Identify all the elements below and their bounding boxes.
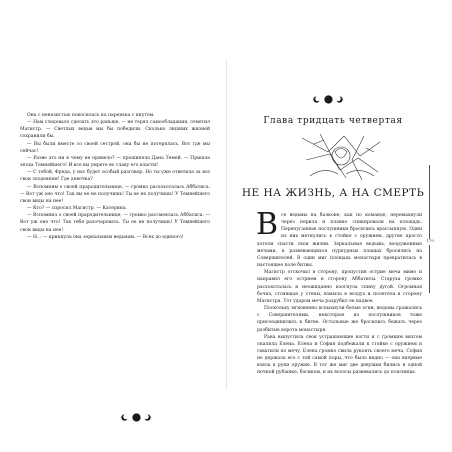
crescent-moons-icon [121, 413, 151, 422]
left-paragraph: — Вспомним о своей прародительнице, — громко расхохоталась Аббатиса. — Вот уж оно что! Так вы ее не получишь! Ты ее не получишь! У Темнейшего свои виды на нее! [20, 184, 210, 204]
crescent-icon [336, 96, 343, 103]
opening-paragraph [256, 207, 422, 269]
left-paragraph: — С тобой, Фреда, у нас будет особый разговор. Но ты уже ответила за все свои злодеяния! Где девочка? [20, 170, 210, 183]
left-paragraph: — Разве это ни к чему не привело? — прошипела Дана Темей. — Пришла эпоха Темнейшего! И все вы умрете во славу его власти! [20, 155, 210, 169]
full-moon-icon [324, 95, 333, 104]
page-number: 179 [426, 238, 434, 243]
left-paragraph: — Нам следовало сделать это раньше, — не терял самообладания, отметил Магистр. — Светлых ведьм мы бы победили. Сколько лишних жизней сохранили бы. [20, 120, 210, 140]
right-paragraph: Рана выпустила свои устрашающие когти и с громким визгом опалила Елена. Елена и София подбежали к стойке с оружием и схватили по мечу. Елена громко свила рукоять своего меча, София не держала его с той самой поры, что было видно — она впервые взяла в руки оружие. В тот же миг две девушки бились в одной ночной рубашке, босиком, и их волосы развевались до поясницы. [257, 334, 422, 376]
right-paragraph: се ведьмы на балконе, как по команде, перемахнули через перила и плавно спикировали на площадь. Перепуганные послушники бросились врассыпную. Одни из них метнулись к стойке с оружием, другие просто хотели спасти свои жизни. Зеркальные ведьмы, вооруженные мечами, в развевающихся пурпурных плащах бросились на Совершителей. В один миг площадь монастыря превратилась в настоящее поле битвы. [257, 213, 422, 269]
chapter-subtitle: НЕ НА ЖИЗНЬ, А НА СМЕРТЬ [241, 187, 425, 199]
crescent-moons-icon [313, 95, 343, 104]
left-paragraph: — Кто? — спросил Магистр. — Катерина. [27, 206, 127, 212]
chapter-vignette-icon [300, 130, 382, 182]
left-paragraph: — Вы были вместе со своей сестрой, она бы не потерялась. Вот где мы сейчас! [20, 141, 210, 154]
left-page [20, 112, 210, 352]
right-paragraph: Поскольку мгновенно вспыхнули белые огни, ведьмы сражались с Совершителями, некоторые из послушников тоже присоединились к битве. Остальные же бросились бежать через разбитые ворота монастыря. [257, 306, 422, 333]
full-moon-icon [132, 413, 141, 422]
margin-rule [429, 245, 430, 293]
right-page-body [256, 207, 422, 377]
drop-cap: В [256, 207, 279, 242]
chapter-title: Глава тридцать четвертая [263, 116, 403, 126]
crescent-icon [144, 414, 151, 421]
right-paragraph: Магистр отскочил в сторону, пропустив острие меча мимо и направил его острием в сторону Аббатисы. Старуха громко расхохоталась и неожиданно изогнула спину дугой. Огромная бочка, стоявшая у стены, взмыла в воздух и полетела в сторону Магистра. Тот ударом меча разрубил ее надвое. [257, 270, 422, 304]
crescent-icon [313, 96, 320, 103]
left-paragraph: — Вспомнил о своей прародительнице, — громко рассмеялась Аббатиса. — Вот уж оно что! Так тебя разочаровать. Ты ее не получишь! У Темнейшего свои виды на нее! [20, 213, 210, 233]
page-gutter [226, 60, 227, 390]
left-paragraph: — Н... — крикнула она зеркальным ведьмам. — Всех до единого! [27, 234, 184, 240]
left-paragraph: Она с неназистью покосилась на паренька с кнутом. [27, 113, 155, 118]
crescent-icon [121, 414, 128, 421]
margin-rule [429, 165, 430, 239]
